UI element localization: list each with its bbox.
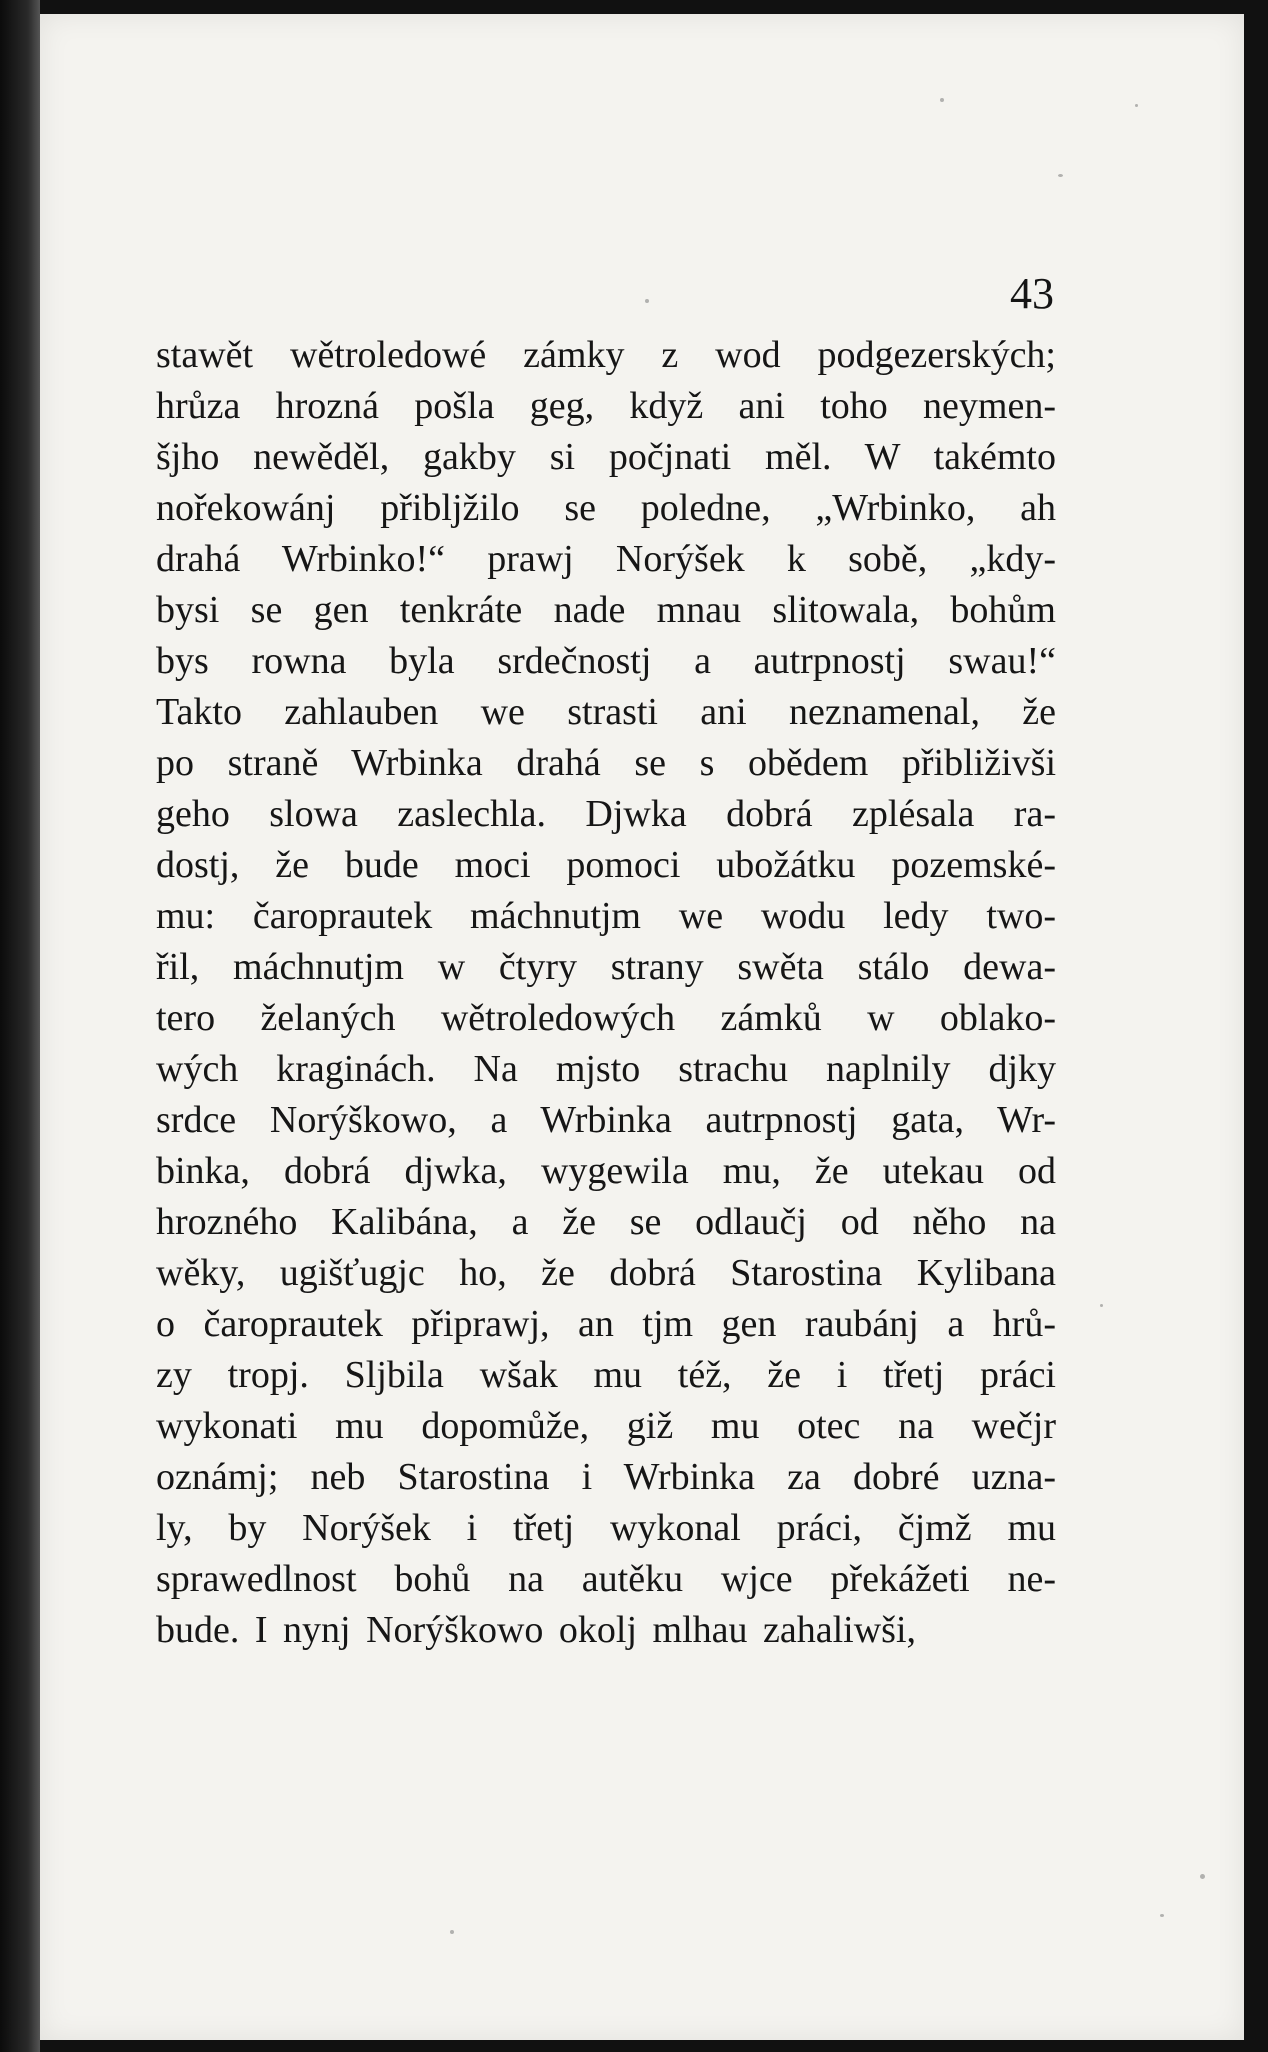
text-line: bys rowna byla srdečnostj a autrpnostj swau!“ — [156, 640, 1056, 682]
book-spine-shadow — [0, 0, 40, 2052]
page-number: 43 — [1010, 269, 1054, 318]
text-line: zy tropj. Sljbila wšak mu též, že i třetj práci — [156, 1354, 1056, 1396]
text-line: ly, by Norýšek i třetj wykonal práci, čjmž mu — [156, 1507, 1056, 1549]
text-line: bude. I nynj Norýškowo okolj mlhau zahaliwši, — [156, 1609, 917, 1651]
text-line: šjho newěděl, gakby si počjnati měl. W takémto — [156, 436, 1056, 478]
text-line: wěky, ugišťugjc ho, že dobrá Starostina Kylibana — [156, 1252, 1056, 1294]
text-line: řil, máchnutjm w čtyry strany swěta stálo dewa- — [156, 946, 1056, 988]
text-line: po straně Wrbinka drahá se s obědem přibliživši — [156, 742, 1056, 784]
text-line: wykonati mu dopomůže, giž mu otec na wečjr — [156, 1405, 1056, 1447]
paper-speck — [450, 1930, 454, 1934]
text-line: nořekowánj přibljžilo se poledne, „Wrbinko, ah — [156, 487, 1056, 529]
paper-speck — [940, 98, 944, 102]
text-line: tero želaných wětroledowých zámků w oblako- — [156, 997, 1056, 1039]
paper-speck — [1100, 1304, 1103, 1307]
text-line: sprawedlnost bohů na autěku wjce překážeti ne- — [156, 1558, 1056, 1600]
paper-speck — [1058, 174, 1063, 177]
paper-speck — [1200, 1874, 1205, 1879]
text-line: bysi se gen tenkráte nade mnau slitowala, bohům — [156, 589, 1056, 631]
body-text — [156, 330, 1056, 1656]
paper-speck — [1135, 104, 1138, 107]
text-line: Takto zahlauben we strasti ani neznamenal, že — [156, 691, 1056, 733]
text-line: mu: čaroprautek máchnutjm we wodu ledy two- — [156, 895, 1056, 937]
text-line: o čaroprautek připrawj, an tjm gen raubánj a hrů- — [156, 1303, 1056, 1345]
text-line: hrůza hrozná pošla geg, když ani toho neymen- — [156, 385, 1056, 427]
text-line: dostj, že bude moci pomoci ubožátku pozemské- — [156, 844, 1056, 886]
text-line: hrozného Kalibána, a že se odlaučj od něho na — [156, 1201, 1056, 1243]
paper-speck — [1160, 1914, 1164, 1917]
paper-speck — [645, 299, 649, 303]
text-line: binka, dobrá djwka, wygewila mu, že utekau od — [156, 1150, 1056, 1192]
text-line: stawět wětroledowé zámky z wod podgezerských; — [156, 334, 1056, 376]
text-line: oznámj; neb Starostina i Wrbinka za dobré uzna- — [156, 1456, 1056, 1498]
text-line: srdce Norýškowo, a Wrbinka autrpnostj gata, Wr- — [156, 1099, 1056, 1141]
text-line: geho slowa zaslechla. Djwka dobrá zplésala ra- — [156, 793, 1056, 835]
text-line: wých kraginách. Na mjsto strachu naplnily djky — [156, 1048, 1056, 1090]
text-line: drahá Wrbinko!“ prawj Norýšek k sobě, „kdy- — [156, 538, 1056, 580]
